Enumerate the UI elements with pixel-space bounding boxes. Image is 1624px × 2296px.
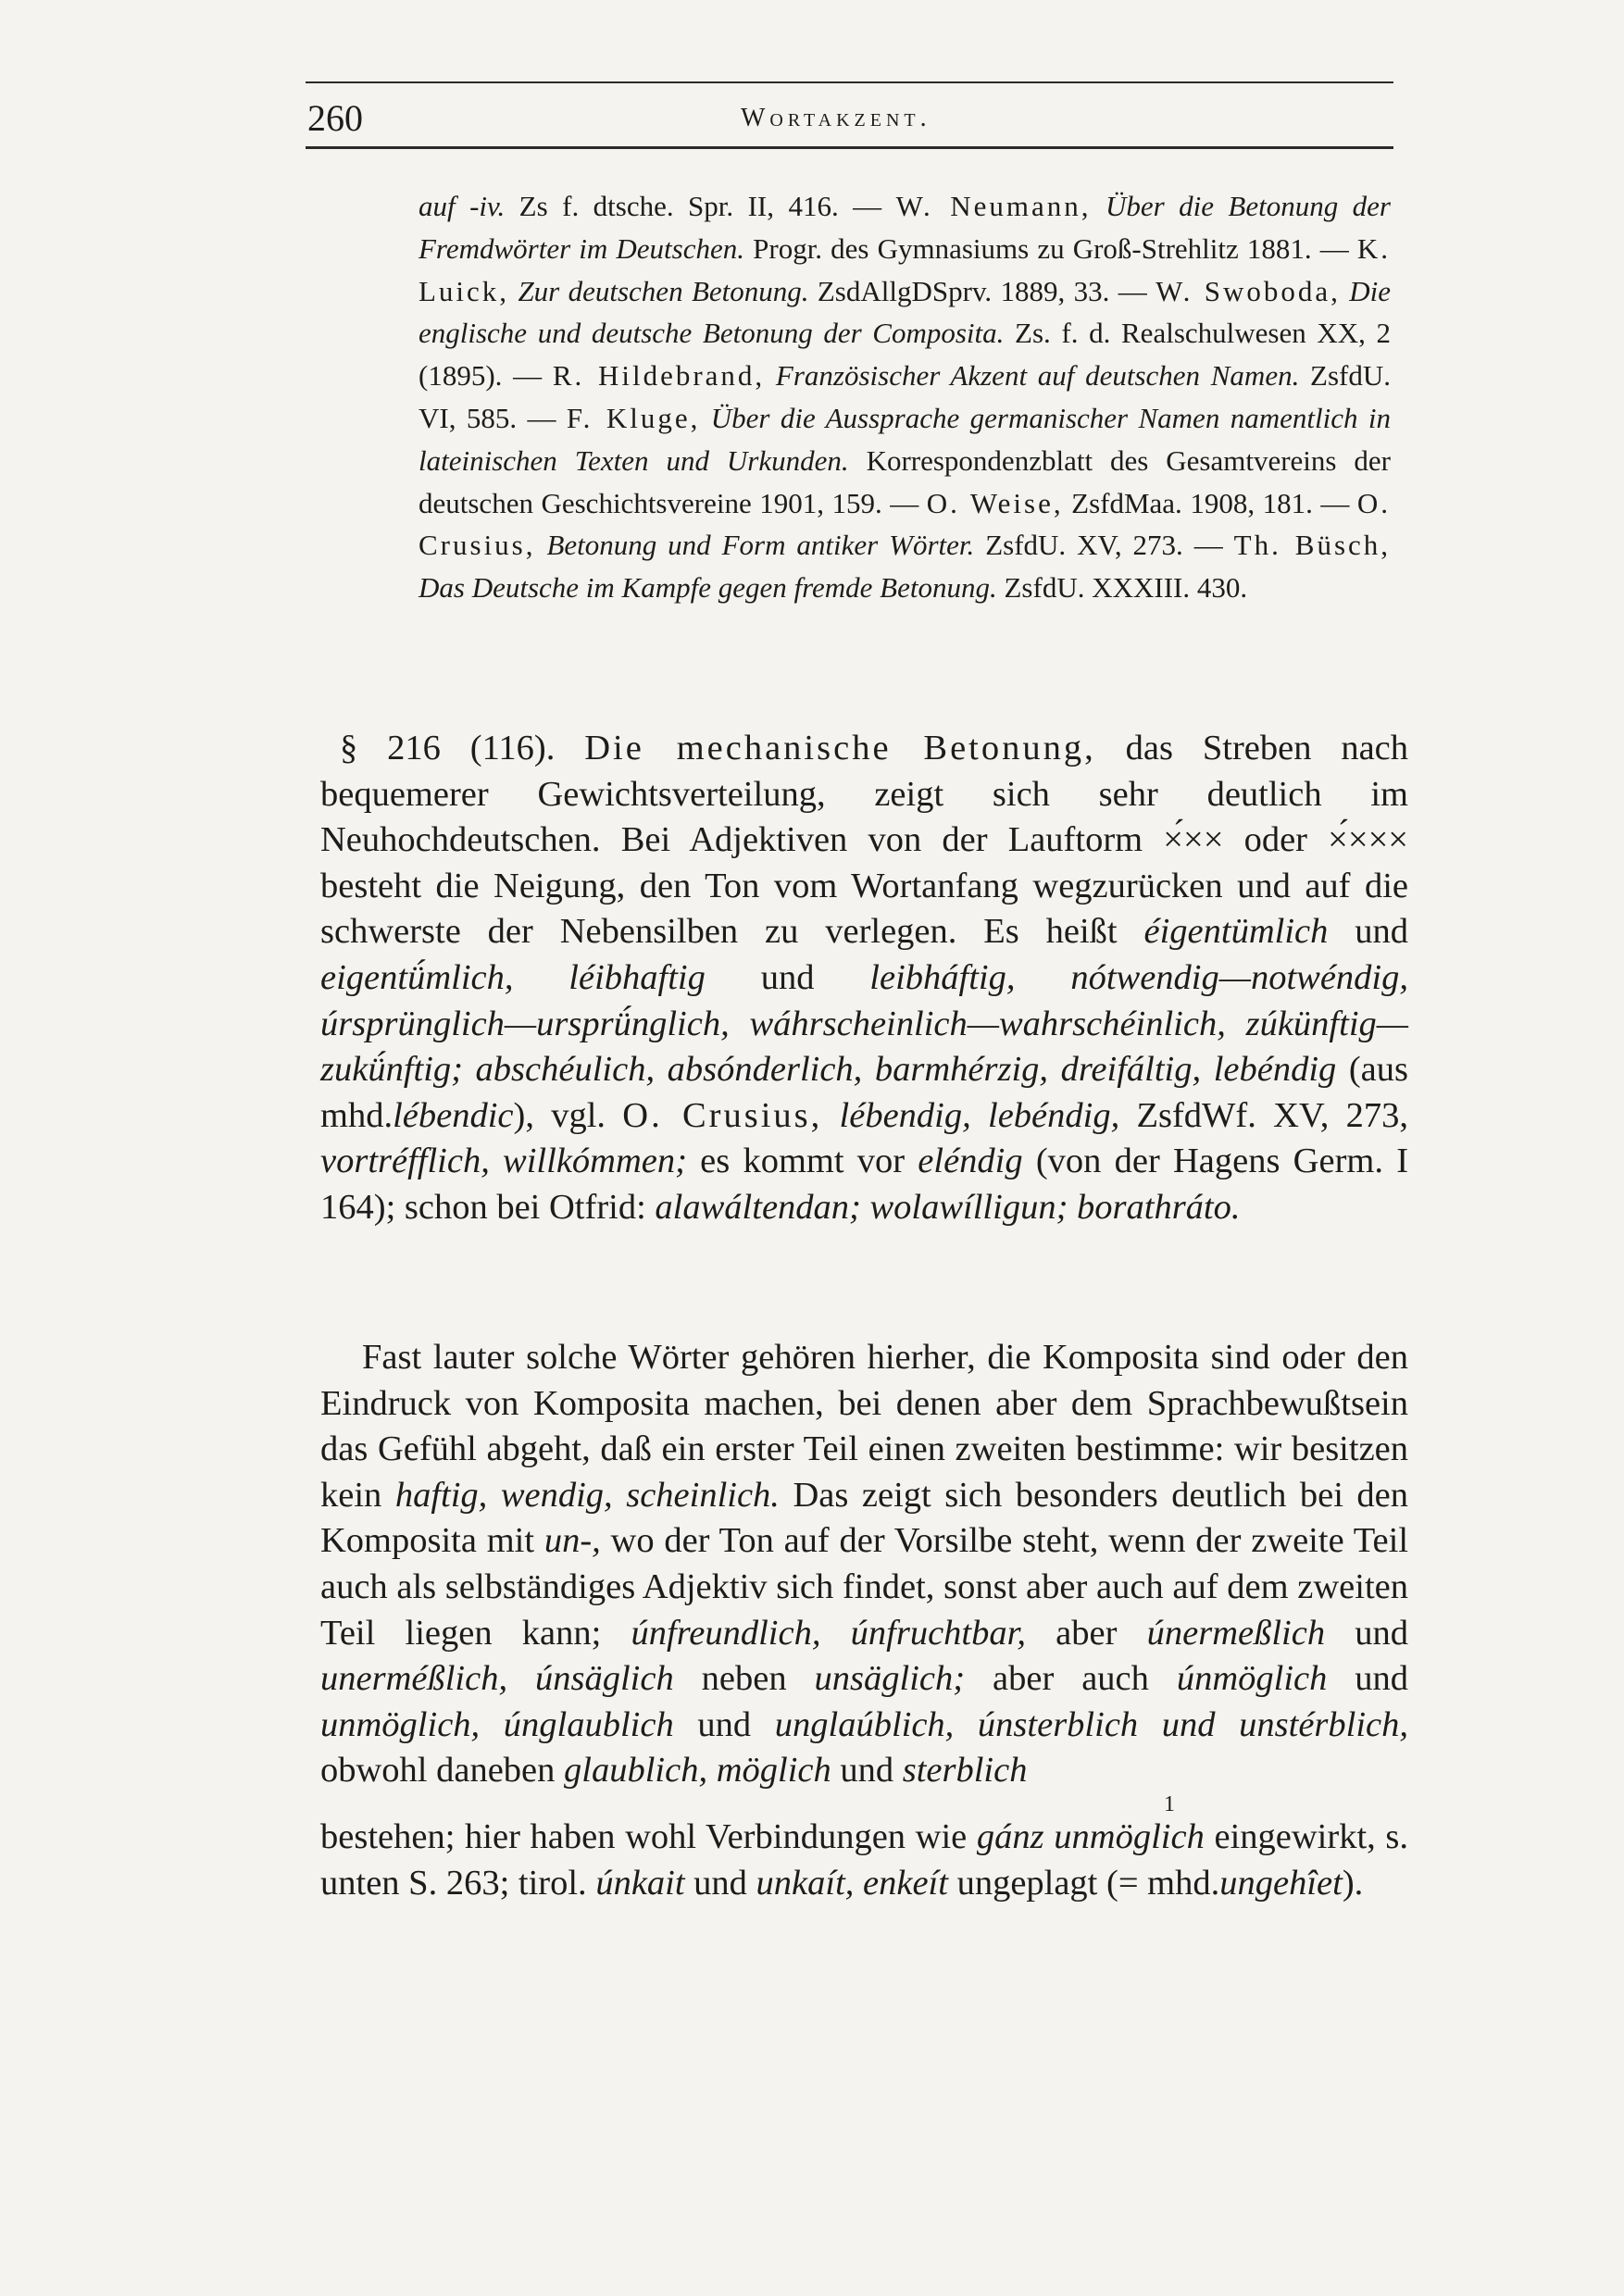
paragraph-216: § 216 (116). Die mechanische Betonung, das Streben nach bequemerer Gewichtsverteilung, zeigt sich sehr deutlich im Neuhochdeutschen. Bei Adjektiven von der Lauftorm ×́×× oder ×́××× besteht die Neigung, den Ton vom Wortanfang wegzurücken und auf die schwerste der Nebensilben zu verlegen. Es heißt éigentümlich und eigentǘmlich, léibhaftig und leibháftig, nótwendig—notwéndig, úrsprünglich—ursprǘnglich, wáhrscheinlich—wahrschéinlich, zúkünftig—zukǘnftig; abschéulich, absónderlich, barmhérzig, dreifáltig, lebéndig (aus mhd.lébendic), vgl. O. Crusius, lébendig, lebéndig, ZsfdWf. XV, 273, vortréfflich, willkómmen; es kommt vor eléndig (von der Hagens Germ. I 164); schon bei Otfrid: alawáltendan; wolawílligun; borathráto. — [320, 729, 1409, 1227]
page-number: 260 — [307, 97, 363, 139]
bibliography-note: auf -iv. Zs f. dtsche. Spr. II, 416. — W. Neumann, Über die Betonung der Fremdwörter im Deutschen. Progr. des Gymnasiums zu Groß-Strehlitz 1881. — K. Luick, Zur deutschen Betonung. ZsdAllgDSprv. 1889, 33. — W. Swoboda, Die englische und deutsche Betonung der Composita. Zs. f. d. Realschulwesen XX, 2 (1895). — R. Hildebrand, Französischer Akzent auf deutschen Namen. ZsfdU. VI, 585. — F. Kluge, Über die Aussprache germanischer Namen namentlich in lateinischen Texten und Urkunden. Korrespondenzblatt des Gesamtvereins der deutschen Geschichtsvereine 1901, 159. — O. Weise, ZsfdMaa. 1908, 181. — O. Crusius, Betonung und Form antiker Wörter. ZsfdU. XV, 273. — Th. Büsch, Das Deutsche im Kampfe gegen fremde Betonung. ZsfdU. XXXIII. 430. — [418, 190, 1392, 605]
footnote-marker: 1 — [1164, 1791, 1175, 1816]
running-head: Wortakzent. — [741, 104, 931, 132]
header-rule-top — [306, 81, 1393, 83]
section-number: § 216 (116). — [340, 729, 556, 767]
section-heading: Die mechanische Betonung, — [584, 729, 1096, 767]
paragraph-komposita: Fast lauter solche Wörter gehören hierher, die Komposita sind oder den Eindruck von Komposita machen, bei denen aber dem Sprachbewußtsein das Gefühl abgeht, daß ein erster Teil einen zweiten bestimme: wir besitzen kein haftig, wendig, scheinlich. Das zeigt sich besonders deutlich bei den Komposita mit un-, wo der Ton auf der Vorsilbe steht, wenn der zweite Teil auch als selbständiges Adjektiv sich findet, sonst aber auch auf dem zweiten Teil liegen kann; únfreundlich, únfruchtbar, aber únermeßlich und unerméßlich, únsäglich neben unsäglich; aber auch únmöglich und unmöglich, únglaublich und unglaúblich, únsterblich und unstérblich, obwohl daneben glaublich, möglich und sterblich 1 bestehen; hier haben wohl Verbindungen wie gánz unmöglich eingewirkt, s. unten S. 263; tirol. únkait und unkaít, enkeít ungeplagt (= mhd.ungehîet). — [320, 1338, 1409, 1903]
header-rule-bottom — [306, 146, 1393, 149]
